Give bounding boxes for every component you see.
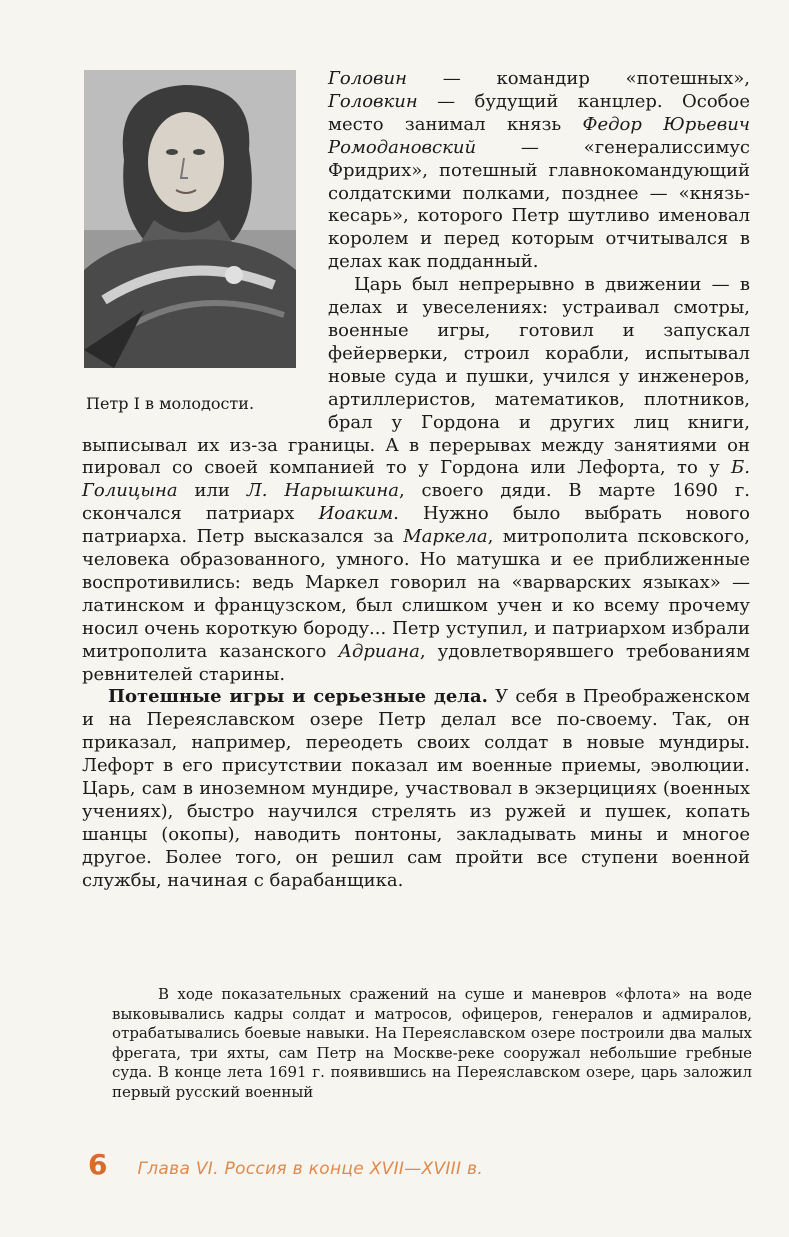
paragraph-1: Головин — командир «потешных», Головкин — будущий канцлер. Особое место занимал князь Федор Юрьевич Ромодановский — «генералиссимус Фридрих», потешный главнокомандующий солдатскими полками, позднее — «князь-кесарь», которого Петр шутливо именовал королем и перед которым отчитывался в делах как подданный. [328,68,750,273]
main-text [82,68,750,893]
paragraph-4: В ходе показательных сражений на суше и маневров «флота» на воде выковывались кадры солдат и матросов, офицеров, генералов и адмиралов, отрабатывались боевые навыки. На Переяславском озере построили два малых фрегата, три яхты, сам Петр на Москве-реке сооружал небольшие гребные суда. В конце лета 1691 г. появившись на Переяславском озере, царь заложил первый русский военный [112,985,752,1101]
paragraph-3: Потешные игры и серьезные дела. У себя в Преображенском и на Переяславском озере Петр делал все по-своему. Так, он приказал, например, переодеть своих солдат в новые мундиры. Лефорт в его присутствии показал им военные приемы, эволюции. Царь, сам в иноземном мундире, участвовал в экзерцициях (военных учениях), быстро научился стрелять из ружей и пушек, копать шанцы (окопы), наводить понтоны, закладывать мины и многое другое. Более того, он решил сам пройти все ступени военной службы, начиная с барабанщика. [82,686,750,891]
page-footer [88,1148,483,1181]
section-heading: Потешные игры и серьезные дела. [108,686,488,708]
page-number: 6 [88,1148,108,1181]
portrait-caption: Петр I в молодости. [86,394,255,413]
portrait-float-space [82,68,328,413]
supplementary-text [112,985,752,1102]
chapter-title: Глава VI. Россия в конце XVII—XVIII в. [137,1159,484,1179]
paragraph-2: Царь был непрерывно в движении — в делах и увеселениях: устраивал смотры, военные игры, готовил и запускал фейерверки, строил корабли, испытывал новые суда и пушки, учился у инженеров, артиллеристов, математиков, плотников, брал у Гордона и других лиц книги, выписывал их из-за границы. А в перерывах между занятиями он пировал со своей компанией то у Гордона или Лефорта, то у Б. Голицына или Л. Нарышкина, своего дяди. В марте 1690 г. скончался патриарх Иоаким. Нужно было выбрать нового патриарха. Петр высказался за Маркела, митрополита псковского, человека образованного, умного. Но матушка и ее приближенные воспротивились: ведь Маркел говорил на «варварских языках» — латинском и французском, был слишком учен и ко всему прочему носил очень короткую бороду... Петр уступил, и патриархом избрали митрополита казанского Адриана, удовлетворявшего требованиям ревнителей старины. [82,274,750,685]
